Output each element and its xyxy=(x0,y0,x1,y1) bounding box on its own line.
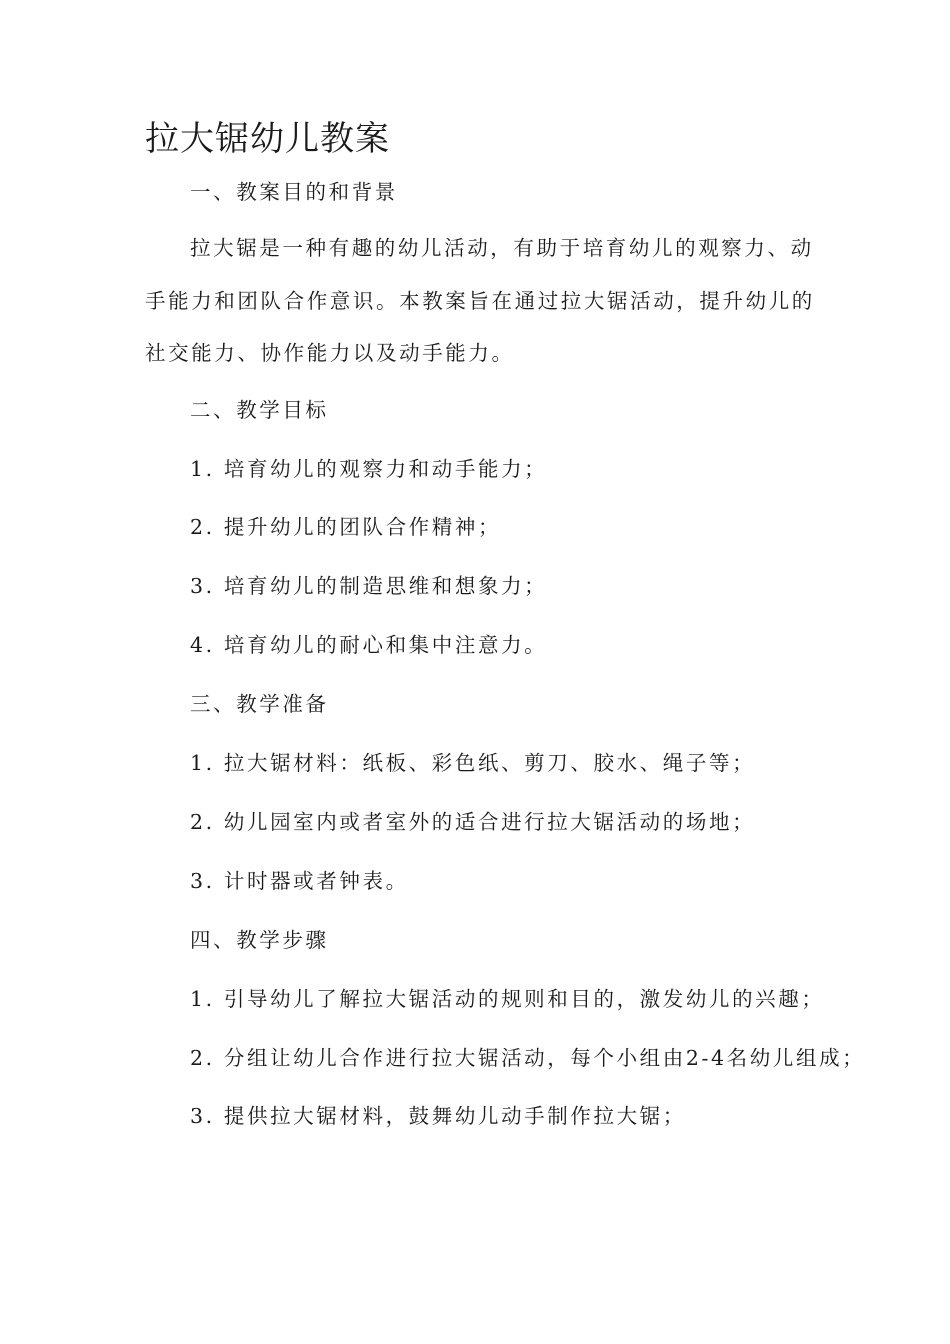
list-item: 3. 计时器或者钟表。 xyxy=(190,869,409,893)
document-title: 拉大锯幼儿教案 xyxy=(145,119,390,159)
list-item: 1. 培育幼儿的观察力和动手能力； xyxy=(190,457,548,481)
list-item: 2. 提升幼儿的团队合作精神； xyxy=(190,515,502,539)
section-heading-purpose: 一、教案目的和背景 xyxy=(190,180,398,204)
paragraph-line: 社交能力、协作能力以及动手能力。 xyxy=(145,341,515,365)
section-heading-preparation: 三、教学准备 xyxy=(190,692,329,716)
list-item: 1. 引导幼儿了解拉大锯活动的规则和目的，激发幼儿的兴趣； xyxy=(190,987,825,1011)
section-heading-steps: 四、教学步骤 xyxy=(190,928,329,952)
list-item: 3. 提供拉大锯材料，鼓舞幼儿动手制作拉大锯； xyxy=(190,1104,686,1128)
list-item: 1. 拉大锯材料：纸板、彩色纸、剪刀、胶水、绳子等； xyxy=(190,751,756,775)
list-item: 4. 培育幼儿的耐心和集中注意力。 xyxy=(190,633,548,657)
list-item: 2. 幼儿园室内或者室外的适合进行拉大锯活动的场地； xyxy=(190,810,756,834)
list-item: 3. 培育幼儿的制造思维和想象力； xyxy=(190,574,548,598)
paragraph-line: 手能力和团队合作意识。本教案旨在通过拉大锯活动，提升幼儿的 xyxy=(145,289,815,313)
list-item: 2. 分组让幼儿合作进行拉大锯活动，每个小组由2-4名幼儿组成； xyxy=(190,1046,866,1070)
paragraph-line: 拉大锯是一种有趣的幼儿活动，有助于培育幼儿的观察力、动 xyxy=(190,236,814,260)
section-heading-goals: 二、教学目标 xyxy=(190,398,329,422)
